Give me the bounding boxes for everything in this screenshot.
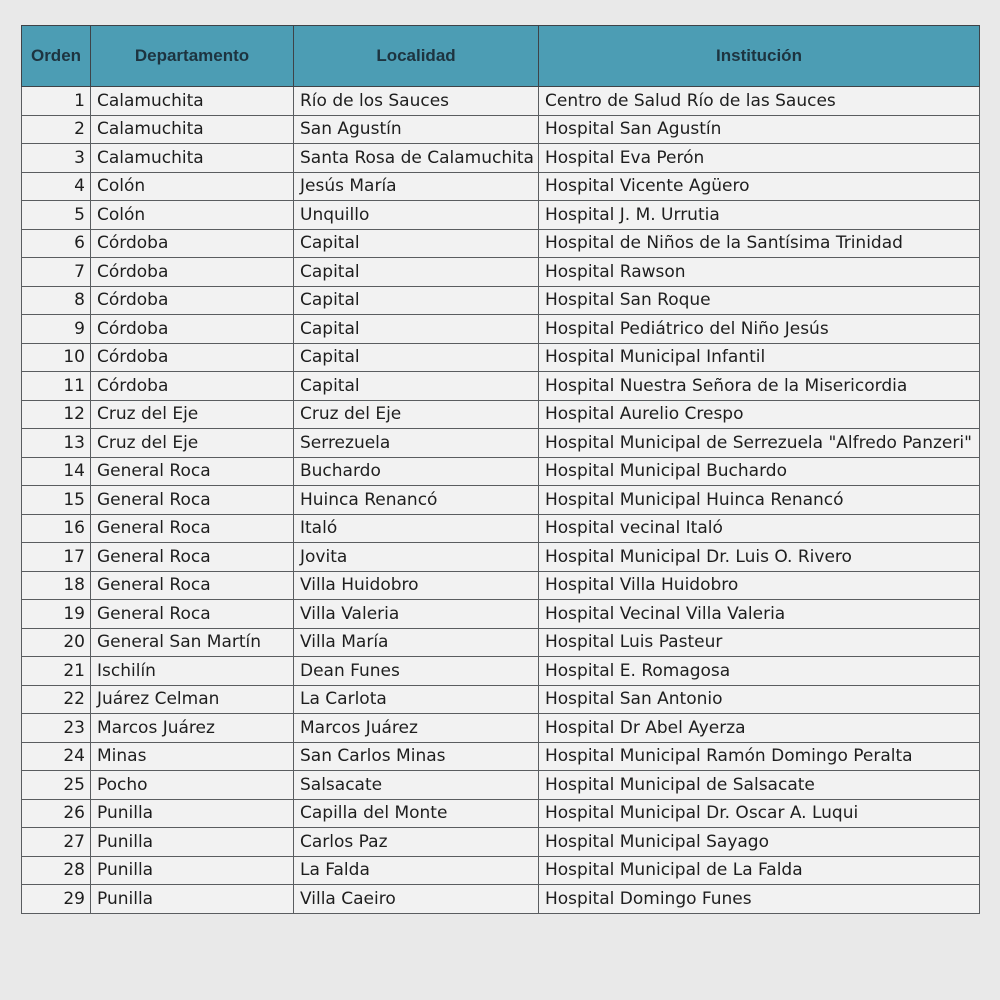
cell-localidad: Capital: [294, 315, 539, 344]
cell-institucion: Hospital de Niños de la Santísima Trinidad: [539, 229, 980, 258]
cell-institucion: Hospital Nuestra Señora de la Misericordia: [539, 372, 980, 401]
cell-localidad: La Carlota: [294, 685, 539, 714]
cell-orden: 21: [22, 657, 91, 686]
cell-localidad: Río de los Sauces: [294, 87, 539, 116]
cell-orden: 18: [22, 571, 91, 600]
cell-localidad: Cruz del Eje: [294, 400, 539, 429]
cell-orden: 27: [22, 828, 91, 857]
table-row: [22, 315, 980, 344]
cell-departamento: General Roca: [91, 571, 294, 600]
cell-localidad: Huinca Renancó: [294, 486, 539, 515]
table-row: [22, 172, 980, 201]
cell-departamento: Marcos Juárez: [91, 714, 294, 743]
cell-departamento: Córdoba: [91, 315, 294, 344]
cell-localidad: Unquillo: [294, 201, 539, 230]
cell-orden: 11: [22, 372, 91, 401]
table-row: [22, 144, 980, 173]
cell-localidad: Villa Caeiro: [294, 885, 539, 914]
cell-departamento: Colón: [91, 201, 294, 230]
cell-institucion: Hospital Eva Perón: [539, 144, 980, 173]
cell-orden: 8: [22, 286, 91, 315]
cell-orden: 19: [22, 600, 91, 629]
cell-institucion: Centro de Salud Río de las Sauces: [539, 87, 980, 116]
cell-localidad: Villa María: [294, 628, 539, 657]
cell-institucion: Hospital J. M. Urrutia: [539, 201, 980, 230]
cell-localidad: Capilla del Monte: [294, 799, 539, 828]
cell-departamento: Ischilín: [91, 657, 294, 686]
cell-orden: 14: [22, 457, 91, 486]
cell-orden: 9: [22, 315, 91, 344]
cell-orden: 2: [22, 115, 91, 144]
cell-departamento: Calamuchita: [91, 115, 294, 144]
table-row: [22, 486, 980, 515]
cell-localidad: Buchardo: [294, 457, 539, 486]
cell-localidad: Marcos Juárez: [294, 714, 539, 743]
cell-departamento: Cruz del Eje: [91, 400, 294, 429]
cell-departamento: Córdoba: [91, 343, 294, 372]
cell-localidad: Salsacate: [294, 771, 539, 800]
cell-institucion: Hospital San Roque: [539, 286, 980, 315]
hospitals-table: [21, 25, 980, 914]
table-row: [22, 714, 980, 743]
header-row: [22, 26, 980, 87]
table-row: [22, 258, 980, 287]
cell-institucion: Hospital Vicente Agüero: [539, 172, 980, 201]
table-row: [22, 372, 980, 401]
cell-orden: 1: [22, 87, 91, 116]
table-row: [22, 343, 980, 372]
cell-departamento: Córdoba: [91, 286, 294, 315]
header-institucion: Institución: [539, 26, 980, 87]
cell-localidad: Villa Huidobro: [294, 571, 539, 600]
cell-institucion: Hospital Pediátrico del Niño Jesús: [539, 315, 980, 344]
cell-institucion: Hospital Municipal Huinca Renancó: [539, 486, 980, 515]
cell-institucion: Hospital Municipal Buchardo: [539, 457, 980, 486]
table-row: [22, 600, 980, 629]
cell-institucion: Hospital Municipal Sayago: [539, 828, 980, 857]
cell-departamento: Córdoba: [91, 372, 294, 401]
cell-departamento: Calamuchita: [91, 87, 294, 116]
cell-departamento: General Roca: [91, 543, 294, 572]
cell-departamento: General Roca: [91, 486, 294, 515]
cell-orden: 25: [22, 771, 91, 800]
table-header: [22, 26, 980, 87]
cell-institucion: Hospital Villa Huidobro: [539, 571, 980, 600]
cell-orden: 4: [22, 172, 91, 201]
cell-localidad: Capital: [294, 229, 539, 258]
table-row: [22, 286, 980, 315]
header-orden: Orden: [22, 26, 91, 87]
cell-departamento: General Roca: [91, 457, 294, 486]
cell-localidad: Jovita: [294, 543, 539, 572]
table-row: [22, 771, 980, 800]
table-row: [22, 828, 980, 857]
cell-departamento: Punilla: [91, 828, 294, 857]
cell-departamento: Punilla: [91, 856, 294, 885]
cell-institucion: Hospital Municipal Infantil: [539, 343, 980, 372]
cell-institucion: Hospital Municipal de Salsacate: [539, 771, 980, 800]
cell-orden: 7: [22, 258, 91, 287]
cell-institucion: Hospital Luis Pasteur: [539, 628, 980, 657]
cell-institucion: Hospital Municipal Dr. Luis O. Rivero: [539, 543, 980, 572]
cell-institucion: Hospital Municipal de La Falda: [539, 856, 980, 885]
table-row: [22, 628, 980, 657]
table-row: [22, 885, 980, 914]
cell-localidad: Dean Funes: [294, 657, 539, 686]
cell-institucion: Hospital Rawson: [539, 258, 980, 287]
cell-orden: 16: [22, 514, 91, 543]
table-row: [22, 685, 980, 714]
header-departamento: Departamento: [91, 26, 294, 87]
cell-localidad: Villa Valeria: [294, 600, 539, 629]
cell-localidad: Italó: [294, 514, 539, 543]
cell-orden: 6: [22, 229, 91, 258]
cell-institucion: Hospital Municipal de Serrezuela "Alfredo Panzeri": [539, 429, 980, 458]
cell-localidad: Capital: [294, 258, 539, 287]
cell-orden: 29: [22, 885, 91, 914]
cell-orden: 24: [22, 742, 91, 771]
header-localidad: Localidad: [294, 26, 539, 87]
table-row: [22, 87, 980, 116]
cell-institucion: Hospital Domingo Funes: [539, 885, 980, 914]
cell-localidad: Santa Rosa de Calamuchita: [294, 144, 539, 173]
table-row: [22, 201, 980, 230]
cell-departamento: Córdoba: [91, 229, 294, 258]
cell-localidad: Carlos Paz: [294, 828, 539, 857]
cell-departamento: Cruz del Eje: [91, 429, 294, 458]
table-row: [22, 543, 980, 572]
table-body: [22, 87, 980, 914]
cell-departamento: Juárez Celman: [91, 685, 294, 714]
cell-orden: 20: [22, 628, 91, 657]
table-row: [22, 115, 980, 144]
cell-orden: 10: [22, 343, 91, 372]
cell-localidad: Capital: [294, 343, 539, 372]
cell-institucion: Hospital Municipal Dr. Oscar A. Luqui: [539, 799, 980, 828]
table-row: [22, 229, 980, 258]
cell-institucion: Hospital Dr Abel Ayerza: [539, 714, 980, 743]
cell-institucion: Hospital San Agustín: [539, 115, 980, 144]
cell-localidad: San Agustín: [294, 115, 539, 144]
cell-institucion: Hospital Vecinal Villa Valeria: [539, 600, 980, 629]
cell-orden: 28: [22, 856, 91, 885]
cell-orden: 5: [22, 201, 91, 230]
cell-institucion: Hospital E. Romagosa: [539, 657, 980, 686]
cell-orden: 13: [22, 429, 91, 458]
cell-departamento: General San Martín: [91, 628, 294, 657]
cell-orden: 23: [22, 714, 91, 743]
cell-institucion: Hospital Aurelio Crespo: [539, 400, 980, 429]
table-row: [22, 799, 980, 828]
table-row: [22, 856, 980, 885]
cell-orden: 12: [22, 400, 91, 429]
cell-departamento: Punilla: [91, 799, 294, 828]
table-row: [22, 457, 980, 486]
cell-departamento: Colón: [91, 172, 294, 201]
table-row: [22, 571, 980, 600]
cell-localidad: La Falda: [294, 856, 539, 885]
cell-orden: 17: [22, 543, 91, 572]
cell-departamento: Minas: [91, 742, 294, 771]
table-row: [22, 400, 980, 429]
cell-localidad: Capital: [294, 372, 539, 401]
table-row: [22, 429, 980, 458]
cell-departamento: General Roca: [91, 514, 294, 543]
cell-departamento: Calamuchita: [91, 144, 294, 173]
cell-institucion: Hospital Municipal Ramón Domingo Peralta: [539, 742, 980, 771]
table-row: [22, 657, 980, 686]
cell-institucion: Hospital San Antonio: [539, 685, 980, 714]
cell-localidad: Serrezuela: [294, 429, 539, 458]
cell-departamento: Córdoba: [91, 258, 294, 287]
cell-departamento: Punilla: [91, 885, 294, 914]
cell-institucion: Hospital vecinal Italó: [539, 514, 980, 543]
table-row: [22, 742, 980, 771]
cell-orden: 22: [22, 685, 91, 714]
cell-departamento: General Roca: [91, 600, 294, 629]
cell-localidad: Capital: [294, 286, 539, 315]
cell-localidad: Jesús María: [294, 172, 539, 201]
cell-orden: 3: [22, 144, 91, 173]
cell-orden: 26: [22, 799, 91, 828]
table-row: [22, 514, 980, 543]
cell-localidad: San Carlos Minas: [294, 742, 539, 771]
cell-departamento: Pocho: [91, 771, 294, 800]
cell-orden: 15: [22, 486, 91, 515]
